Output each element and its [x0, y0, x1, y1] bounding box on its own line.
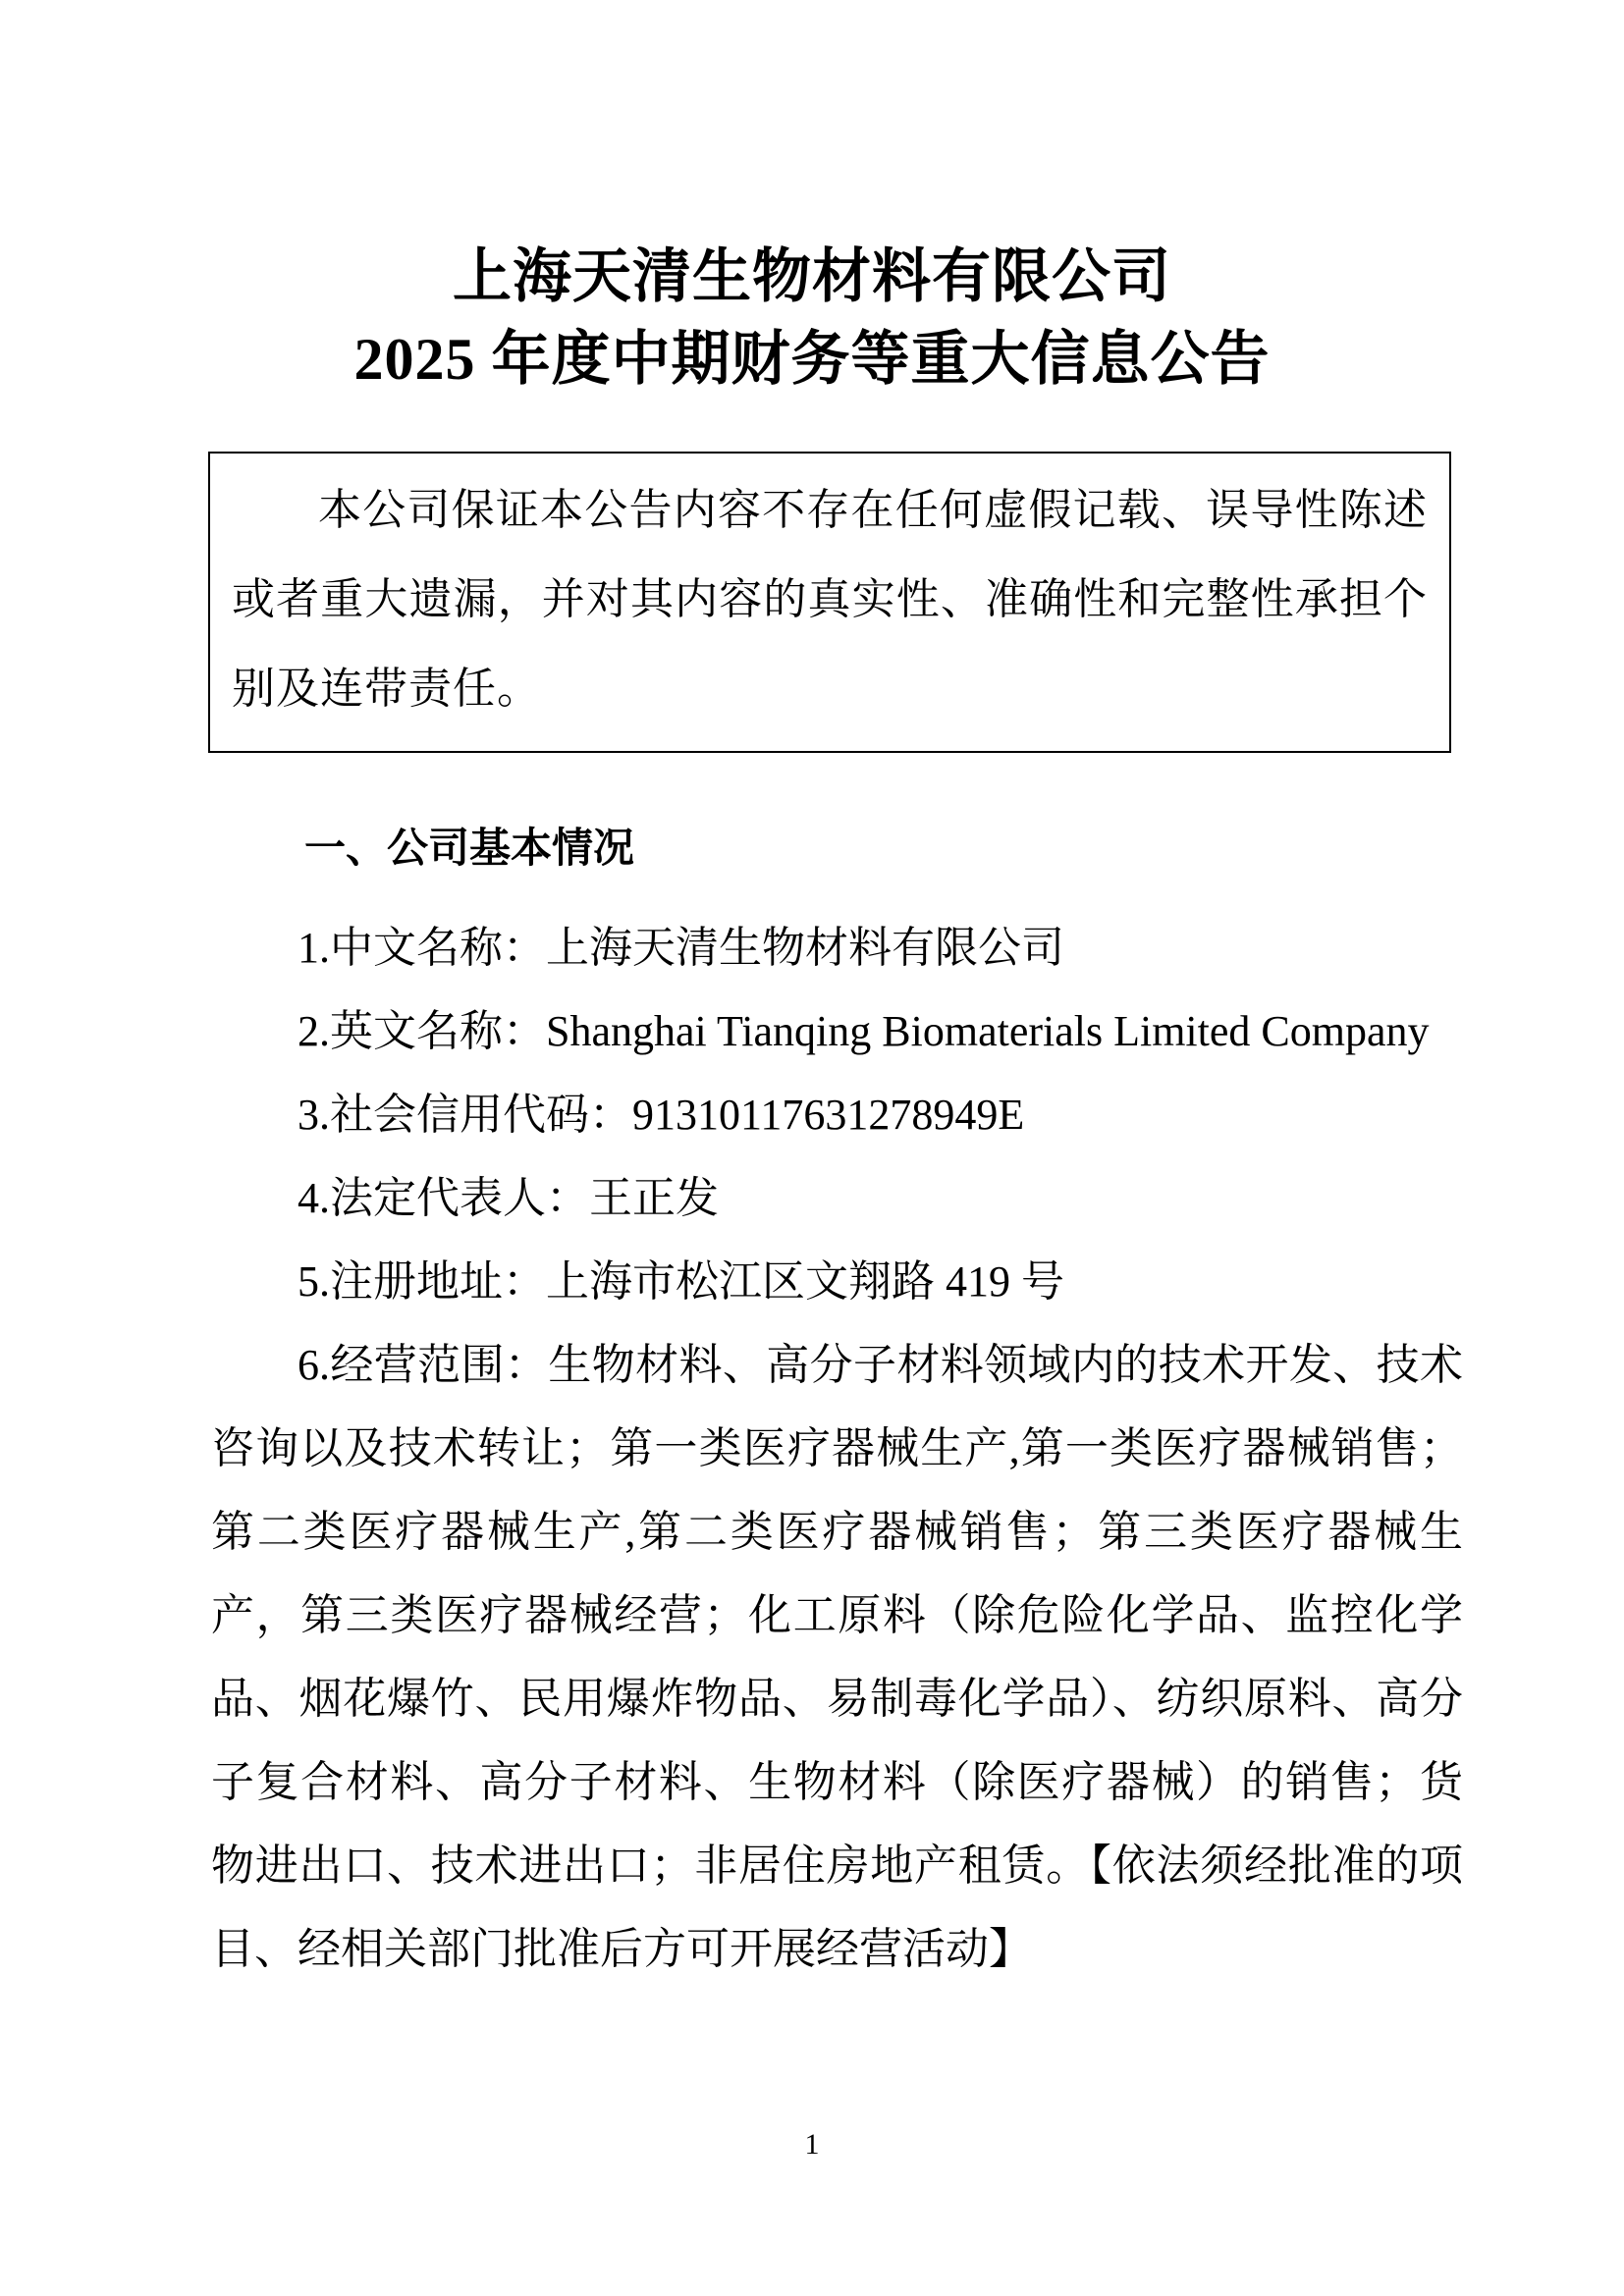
- company-info-list: [211, 906, 1463, 1991]
- info-item-chinese-name: 1.中文名称：上海天清生物材料有限公司: [298, 924, 1064, 972]
- info-item-credit-code: 3.社会信用代码：91310117631278949E: [298, 1091, 1025, 1139]
- info-item-english-name: 2.英文名称：Shanghai Tianqing Biomaterials Limited Company: [298, 1007, 1430, 1055]
- disclaimer-box: [208, 452, 1451, 753]
- disclaimer-text: 本公司保证本公告内容不存在任何虚假记载、误导性陈述或者重大遗漏，并对其内容的真实性、准确性和完整性承担个别及连带责任。: [232, 486, 1428, 713]
- section-heading-company-basics: 一、公司基本情况: [304, 825, 635, 871]
- title-line-1: 上海天清生物材料有限公司: [453, 244, 1171, 309]
- info-item-registered-address: 5.注册地址：上海市松江区文翔路 419 号: [298, 1257, 1064, 1306]
- document-title: [0, 0, 1624, 400]
- info-item-business-scope: 6.经营范围：生物材料、高分子材料领域内的技术开发、技术咨询以及技术转让；第一类医疗器械生产,第一类医疗器械销售；第二类医疗器械生产,第二类医疗器械销售；第三类医疗器械生产，第三类医疗器械经营；化工原料（除危险化学品、监控化学品、烟花爆竹、民用爆炸物品、易制毒化学品）、纺织原料、高分子复合材料、高分子材料、生物材料（除医疗器械）的销售；货物进出口、技术进出口；非居住房地产租赁。【依法须经批准的项目、经相关部门批准后方可开展经营活动】: [211, 1341, 1463, 1973]
- title-line-2: 2025 年度中期财务等重大信息公告: [353, 327, 1271, 392]
- info-item-legal-representative: 4.法定代表人：王正发: [298, 1174, 719, 1222]
- page-number: 1: [804, 2128, 820, 2161]
